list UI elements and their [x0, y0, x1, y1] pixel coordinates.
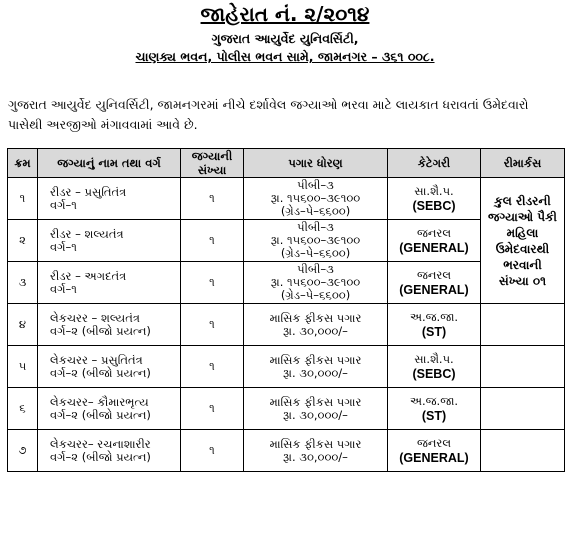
category-gujarati: અ.જ.જા. — [409, 393, 459, 408]
category-english: (GENERAL) — [399, 450, 469, 465]
row-count: ૧ — [181, 262, 244, 304]
post-class: વર્ગ–૧ — [50, 239, 77, 254]
post-name: લેકચરર– કૌમારભૃત્ય — [50, 394, 149, 409]
remarks-empty — [481, 388, 565, 430]
category-gujarati: જનરલ — [416, 435, 452, 450]
row-post — [38, 262, 181, 304]
category-gujarati: જનરલ — [416, 225, 452, 240]
row-sr: ૩ — [8, 262, 38, 304]
post-class: વર્ગ–૧ — [50, 281, 77, 296]
row-post — [38, 388, 181, 430]
row-sr: ૬ — [8, 388, 38, 430]
category-english: (ST) — [421, 324, 447, 339]
row-category — [388, 220, 481, 262]
header-remarks: રીમાર્કસ — [481, 149, 565, 178]
row-post — [38, 178, 181, 220]
pay-line: રૂા. ૩૦,૦૦૦/– — [283, 323, 348, 338]
pay-line: માસિક ફીકસ પગાર — [269, 394, 362, 409]
row-pay — [244, 346, 388, 388]
header-pay: પગાર ધોરણ — [244, 149, 388, 178]
category-gujarati: અ.જ.જા. — [409, 309, 459, 324]
remark-line: કુલ રીડરની — [494, 193, 551, 208]
advertisement-title: જાહેરાત નં. ૨/૨૦૧૪ — [200, 2, 370, 26]
header-post: જગ્યાનું નામ તથા વર્ગ — [38, 149, 181, 178]
row-count: ૧ — [181, 346, 244, 388]
pay-line: માસિક ફીકસ પગાર — [269, 436, 362, 451]
pay-line: પીબી–૩ — [297, 178, 334, 192]
row-count: ૧ — [181, 220, 244, 262]
row-count: ૧ — [181, 304, 244, 346]
remark-line: જગ્યાઓ પૈકી — [487, 209, 557, 224]
pay-line: પીબી–૩ — [297, 262, 334, 276]
row-post — [38, 220, 181, 262]
pay-line: પીબી–૩ — [297, 220, 334, 234]
posts-table — [7, 148, 565, 472]
row-post — [38, 430, 181, 472]
remark-line: ભરવાની — [503, 257, 542, 272]
category-gujarati: જનરલ — [416, 267, 452, 282]
header-count-line: જગ્યાની — [191, 149, 233, 163]
remark-line: સંખ્યા ૦૧ — [498, 273, 547, 288]
row-count: ૧ — [181, 430, 244, 472]
row-pay — [244, 178, 388, 220]
category-gujarati: સા.શૈ.પ. — [414, 183, 454, 198]
pay-line: માસિક ફીકસ પગાર — [269, 352, 362, 367]
post-name: લેકચરર– રચનાશારીર — [50, 436, 151, 451]
table-row — [8, 388, 565, 430]
row-post — [38, 346, 181, 388]
university-name: ગુજરાત આયુર્વેદ યુનિવર્સિટી, — [211, 31, 359, 46]
row-sr: ૭ — [8, 430, 38, 472]
post-class: વર્ગ–૨ (બીજો પ્રયત્ન) — [50, 365, 151, 380]
header-sr: ક્રમ — [8, 149, 38, 178]
remarks-cell — [481, 178, 565, 304]
post-name: રીડર – શલ્યતંત્ર — [50, 226, 124, 241]
intro-line: પાસેથી અરજીઓ મંગાવવામાં આવે છે. — [8, 117, 198, 132]
university-address: ચાણક્ય ભવન, પોલીસ ભવન સામે, જામનગર – ૩૬૧ ૦૦૮. — [135, 49, 435, 64]
table-header-row — [8, 149, 565, 178]
row-pay — [244, 262, 388, 304]
row-category — [388, 304, 481, 346]
table-row — [8, 346, 565, 388]
remarks-empty — [481, 346, 565, 388]
row-category — [388, 388, 481, 430]
pay-line: (ગ્રેડ–પે–૬૬૦૦) — [280, 204, 351, 218]
table-row — [8, 430, 565, 472]
row-count: ૧ — [181, 388, 244, 430]
header-count — [181, 149, 244, 178]
post-class: વર્ગ–૨ (બીજો પ્રયત્ન) — [50, 407, 151, 422]
row-sr: ૧ — [8, 178, 38, 220]
table-row — [8, 178, 565, 220]
intro-line: ગુજરાત આયુર્વેદ યુનિવર્સિટી, જામનગરમાં નીચે દર્શાવેલ જગ્યાઓ ભરવા માટે લાયકાત ધરાવતાં ઉમેદવારો — [8, 97, 529, 112]
category-english: (ST) — [421, 408, 447, 423]
row-pay — [244, 304, 388, 346]
row-category — [388, 430, 481, 472]
category-english: (SEBC) — [412, 366, 456, 381]
post-name: લેકચરર – પ્રસુતિતંત્ર — [50, 352, 143, 367]
post-class: વર્ગ–૨ (બીજો પ્રયત્ન) — [50, 449, 151, 464]
header-count-line: સંખ્યા — [197, 163, 227, 177]
pay-line: રૂા. ૧૫૬૦૦–૩૯૧૦૦ — [270, 275, 361, 289]
post-class: વર્ગ–૧ — [50, 197, 77, 212]
row-post — [38, 304, 181, 346]
pay-line: રૂા. ૩૦,૦૦૦/– — [283, 449, 348, 464]
row-sr: ૪ — [8, 304, 38, 346]
remark-line: ઉમેદવારથી — [495, 241, 550, 256]
remarks-empty — [481, 430, 565, 472]
pay-line: (ગ્રેડ–પે–૬૬૦૦) — [280, 288, 351, 302]
pay-line: રૂા. ૧૫૬૦૦–૩૯૧૦૦ — [270, 233, 361, 247]
post-name: રીડર – પ્રસુતિતંત્ર — [50, 184, 127, 199]
row-pay — [244, 220, 388, 262]
row-category — [388, 178, 481, 220]
row-pay — [244, 388, 388, 430]
pay-line: રૂા. ૧૫૬૦૦–૩૯૧૦૦ — [270, 191, 361, 205]
post-class: વર્ગ–૨ (બીજો પ્રયત્ન) — [50, 323, 151, 338]
pay-line: માસિક ફીકસ પગાર — [269, 310, 362, 325]
remark-line: મહિલા — [506, 225, 539, 240]
row-category — [388, 262, 481, 304]
remarks-empty — [481, 304, 565, 346]
row-category — [388, 346, 481, 388]
row-count: ૧ — [181, 178, 244, 220]
table-row — [8, 304, 565, 346]
post-name: લેકચરર – શલ્યતંત્ર — [50, 310, 140, 325]
row-pay — [244, 430, 388, 472]
intro-paragraph — [8, 95, 564, 135]
category-english: (SEBC) — [412, 198, 456, 213]
pay-line: રૂા. ૩૦,૦૦૦/– — [283, 407, 348, 422]
category-english: (GENERAL) — [399, 282, 469, 297]
header-category: કેટેગરી — [388, 149, 481, 178]
pay-line: (ગ્રેડ–પે–૬૬૦૦) — [280, 246, 351, 260]
row-sr: ૨ — [8, 220, 38, 262]
category-gujarati: સા.શૈ.પ. — [414, 351, 454, 366]
pay-line: રૂા. ૩૦,૦૦૦/– — [283, 365, 348, 380]
row-sr: ૫ — [8, 346, 38, 388]
category-english: (GENERAL) — [399, 240, 469, 255]
post-name: રીડર – અગદતંત્ર — [50, 268, 127, 283]
